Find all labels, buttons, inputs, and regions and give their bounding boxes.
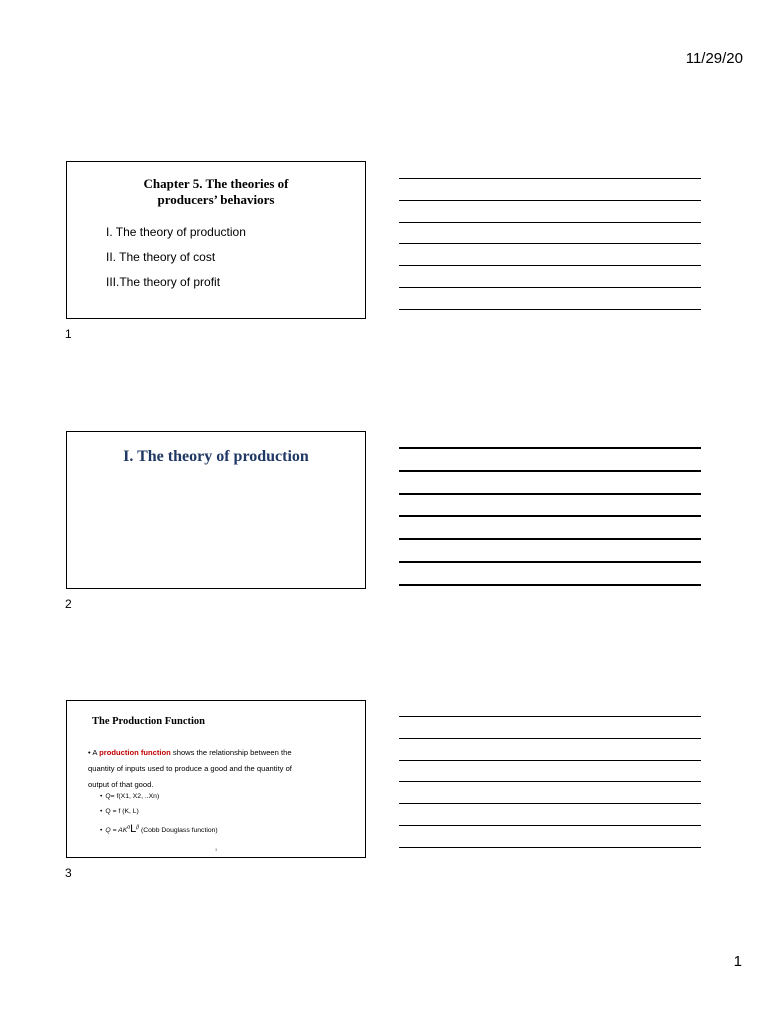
note-line xyxy=(399,847,701,848)
sub-item: • $Q = AK^\alpha L^\beta$ (Cobb Douglass function) xyxy=(100,823,218,835)
slide-3 xyxy=(66,700,366,858)
sub-item: • Q= f(X1, X2, ..Xn) xyxy=(100,793,160,800)
page-number: 1 xyxy=(733,953,742,970)
note-line xyxy=(399,287,701,288)
list-item: I. The theory of production xyxy=(106,225,246,239)
slide-1-title-line2: producers’ behaviors xyxy=(157,192,275,207)
sub-item-text: Q= f(X1, X2, ..Xn) xyxy=(105,793,160,800)
slide-2 xyxy=(66,431,366,589)
highlight-term: production function xyxy=(99,748,171,757)
bullet-text: quantity of inputs used to produce a good and the quantity of xyxy=(88,764,292,773)
note-line xyxy=(399,716,701,717)
note-line xyxy=(399,493,701,495)
note-line xyxy=(399,538,701,540)
slide-3-number: 3 xyxy=(65,866,72,880)
note-line xyxy=(399,781,701,782)
slide-3-title: The Production Function xyxy=(92,716,205,727)
note-line xyxy=(399,222,701,223)
note-line xyxy=(399,803,701,804)
formula: $Q = AK^\alpha L^\beta$ xyxy=(105,823,140,835)
slide-1-title xyxy=(67,176,365,208)
note-line xyxy=(399,561,701,563)
note-line xyxy=(399,447,701,449)
slide-1 xyxy=(66,161,366,319)
list-item: III.The theory of profit xyxy=(106,275,221,289)
note-line xyxy=(399,309,701,310)
note-line xyxy=(399,265,701,266)
note-line xyxy=(399,470,701,472)
slide-inner-number: 3 xyxy=(215,847,218,852)
note-line xyxy=(399,825,701,826)
bullet-text: shows the relationship between the xyxy=(170,748,292,757)
note-line xyxy=(399,178,701,179)
notes-lines-3 xyxy=(399,716,701,869)
sub-item: • Q = f (K, L) xyxy=(100,808,139,815)
note-line xyxy=(399,515,701,517)
slide-1-title-line1: Chapter 5. The theories of xyxy=(143,176,289,191)
date-header: 11/29/20 xyxy=(685,50,743,67)
note-line xyxy=(399,243,701,244)
note-line xyxy=(399,584,701,586)
list-item: II. The theory of cost xyxy=(106,250,216,264)
notes-lines-2 xyxy=(399,447,701,607)
bullet-prefix: • A xyxy=(88,748,100,757)
slide-3-bullet xyxy=(88,745,350,793)
note-line xyxy=(399,200,701,201)
slide-2-number: 2 xyxy=(65,597,72,611)
sub-item-text: Q = f (K, L) xyxy=(105,808,139,815)
note-line xyxy=(399,760,701,761)
note-line xyxy=(399,738,701,739)
slide-1-list xyxy=(106,225,246,300)
notes-lines-1 xyxy=(399,178,701,331)
sub-item-text: (Cobb Douglass function) xyxy=(140,827,218,834)
slide-1-number: 1 xyxy=(65,327,72,341)
slide-2-title: I. The theory of production xyxy=(123,448,309,465)
bullet-text: output of that good. xyxy=(88,780,154,789)
